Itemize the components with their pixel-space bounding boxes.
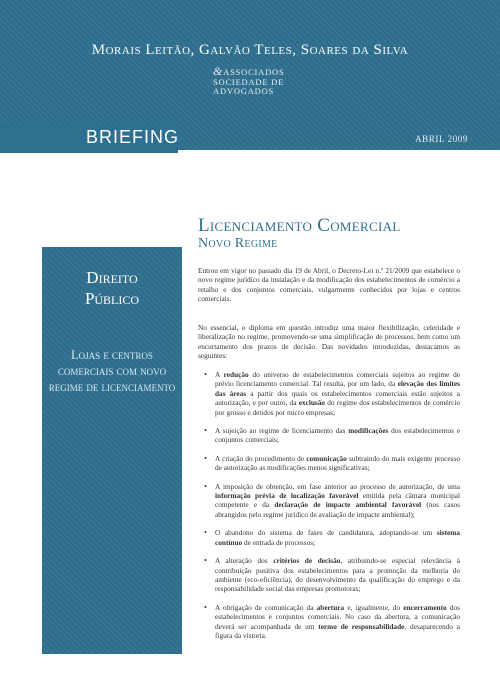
section-title-line2: Público	[84, 289, 140, 308]
paragraph: No essencial, o diploma em questão introduz uma maior flexibilização, celeridade e liberalização no regime, promovendo-se uma simplificação de processos, bem como um encurtamento dos prazos de decisão. Das novidades introduzidas, destacamos as seguintes:	[198, 323, 460, 361]
bullet-icon: •	[204, 528, 207, 538]
section-title	[42, 267, 182, 309]
firm-subtitle	[213, 64, 333, 97]
list-item: • A imposição de obtenção, em fase anterior ao processo de autorização, de uma informação prévia de localização favorável emitida pela câmara municipal competente e da declaração de impacte ambiental favorável (nos casos abrangidos pelo regime jurídico de avaliação de impacte ambiental);	[204, 481, 460, 519]
firm-sub-line1: ASSOCIADOS	[223, 67, 285, 77]
firm-sub-line2: SOCIEDADE DE	[213, 76, 285, 87]
article-title: Licenciamento Comercial	[198, 215, 401, 236]
bullet-icon: •	[204, 481, 207, 491]
bullet-icon: •	[204, 426, 207, 436]
firm-name: Morais Leitão, Galvão Teles, Soares da Silva	[91, 42, 409, 58]
bullet-icon: •	[204, 602, 207, 612]
section-title-line1: Direito	[86, 268, 138, 287]
section-subtitle: Lojas e centros comerciais com novo regime de licenciamento	[48, 348, 176, 394]
list-item: • A alteração dos critérios de decisão, atribuindo-se especial relevância à contribuição positiva dos estabelecimentos para a promoção da melhoria do ambiente (eco-eficiência), do desenvolvimento da qualificação do emprego e da responsabilidade social das empresas promotoras;	[204, 556, 460, 594]
list-item: • A obrigação de comunicação da abertura e, igualmente, do encerramento dos estabelecimentos e conjuntos comerciais. No caso da abertura, a comunicação deverá ser acompanhada de um termo de responsabilidade, desaparecendo a figura da vistoria.	[204, 602, 460, 640]
ampersand-logo: &	[213, 64, 224, 78]
firm-sub-line3: ADVOGADOS	[213, 86, 275, 96]
bullet-icon: •	[204, 556, 207, 566]
publication-date: ABRIL 2009	[415, 134, 468, 144]
article-subtitle: Novo Regime	[198, 236, 278, 251]
paragraph: Entrou em vigor no passado dia 19 de Abril, o Decreto-Lei n.º 21/2009 que estabelece o novo regime jurídico da instalação e da modificação dos estabelecimentos de comércio a retalho e dos conjuntos comerciais, vulgarmente conhecidos por lojas e centros comerciais.	[198, 266, 460, 304]
section-sidebar	[42, 247, 182, 654]
bullet-icon: •	[204, 453, 207, 463]
briefing-label: BRIEFING	[86, 127, 180, 147]
list-item: • O abandono do sistema de fases de candidatura, adoptando-se um sistema contínuo de entrada de processos;	[204, 528, 460, 547]
list-item: • A sujeição ao regime de licenciamento das modificações dos estabelecimentos e conjuntos comerciais;	[204, 426, 460, 445]
bullet-icon: •	[204, 370, 207, 379]
list-item: • A criação do procedimento de comunicação subtraindo do mais exigente processo de autorização as modificações menos significativas;	[204, 453, 460, 473]
list-item: • A redução do universo de estabelecimentos comerciais sujeitos ao regime de prévio licenciamento comercial. Tal resulta, por um lado, da elevação dos limites das áreas a partir dos quais os estabelecimentos comerciais estão sujeitos a autorização, e por outro, da exclusão do regime dos estabelecimentos de comércio por grosso e detidos por micro empresas;	[204, 370, 460, 417]
novelties-list	[198, 370, 460, 649]
